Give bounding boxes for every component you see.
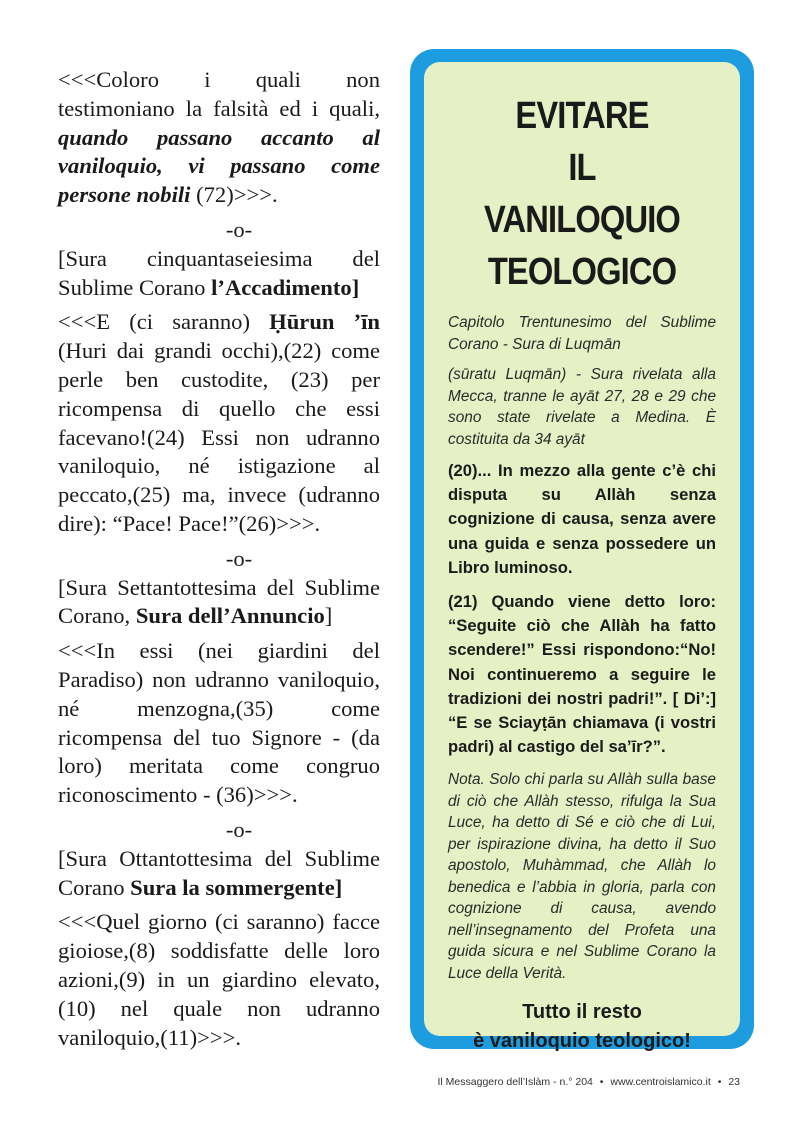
sura-name: l’Accadimento] — [211, 274, 360, 300]
paragraph-3: <<<E (ci saranno) Ḥūrun ’īn (Huri dai grandi occhi),(22) come perle ben custodite, (23) per ricompensa di quello che essi facevano!(24) Essi non udranno vaniloquio, né istigazione al peccato,(25) ma, invece (udranno dire): “Pace! Pace!”(26)>>>. — [58, 309, 380, 536]
separator: -o- — [225, 816, 253, 842]
sidebar-box — [410, 49, 754, 1053]
title-line: TEOLOGICO — [487, 251, 677, 293]
separator: -o- — [225, 216, 253, 242]
sura-name: Sura la sommergente] — [130, 874, 343, 900]
verse-20: (20)... In mezzo alla gente c’è chi disputa su Allàh senza cognizione di causa, senza avere una guida e senza possedere un Libro luminoso. — [448, 461, 716, 577]
intro-chapter: Capitolo Trentunesimo del Sublime Corano - Sura di Luqmān — [448, 314, 716, 353]
paragraph-1: <<<Coloro i quali non testimoniano la falsità ed i quali, quando passano accanto al vaniloquio, vi passano come persone nobili (72)>>>. — [58, 67, 380, 208]
footer-bullet: • — [599, 1076, 604, 1088]
page-number: 23 — [728, 1076, 740, 1088]
magazine-name: Il Messaggero dell’Islàm - n.° 204 — [437, 1076, 593, 1088]
note: Nota. Solo chi parla su Allàh sulla base di ciò che Allàh stesso, rifulga la Sua Luce, ha detto di Sé e ciò che di Lui, per ispirazione divina, ha detto il Suo apostolo, Muhàmmad, che Allàh lo benedica e l’abbia in gloria, parla con cognizione di causa, avendo nell’insegnamento del Profeta una guida sicura e nel Sublime Corano la Luce della Verità. — [448, 771, 716, 982]
paragraph-5: <<<In essi (nei giardini del Paradiso) non udranno vaniloquio, né menzogna,(35) come ricompensa del tuo Signore - (da loro) meritata come congruo riconoscimento - (36)>>>. — [58, 638, 380, 808]
emphasis-text: quando passano accanto al vaniloquio, vi passano come persone nobili — [58, 124, 380, 208]
closing-statement: Tutto il resto è vaniloquio teologico! — [473, 1001, 691, 1053]
footer-bullet: • — [717, 1076, 722, 1088]
box-title — [467, 90, 697, 298]
title-line: EVITARE — [515, 95, 649, 137]
sidebar-panel — [424, 62, 740, 1053]
title-line: IL VANILOQUIO — [484, 147, 680, 241]
website-link[interactable]: www.centroislamico.it — [610, 1076, 711, 1088]
paragraph-7: <<<Quel giorno (ci saranno) facce gioiose,(8) soddisfatte delle loro azioni,(9) in un giardino elevato,(10) nel quale non udranno vaniloquio,(11)>>>. — [58, 909, 380, 1050]
huri-term: Ḥūrun ’īn — [269, 309, 380, 335]
left-column — [58, 66, 380, 1058]
intro-description: (sūratu Luqmān) - Sura rivelata alla Mecca, tranne le ayāt 27, 28 e 29 che sono state rivelate a Medina. È costituita da 34 ayāt — [448, 366, 716, 448]
paragraph-2: [Sura cinquantaseiesima del Sublime Corano l’Accadimento] — [58, 245, 380, 300]
sura-name: Sura dell’Annuncio — [135, 603, 325, 629]
paragraph-6: [Sura Ottantottesima del Sublime Corano Sura la sommergente] — [58, 845, 380, 900]
paragraph-4: [Sura Settantottesima del Sublime Corano, Sura dell’Annuncio] — [58, 574, 380, 629]
verse-21: (21) Quando viene detto loro: “Seguite ciò che Allàh ha fatto scendere!” Essi rispondono:“No! Noi continueremo a seguire le tradizioni dei nostri padri!”. [ Di’:] “E se Sciayṭān chiamava (i vostri padri) al castigo del sa’īr?”. — [448, 592, 716, 757]
separator: -o- — [225, 545, 253, 571]
page-footer — [436, 1076, 742, 1088]
